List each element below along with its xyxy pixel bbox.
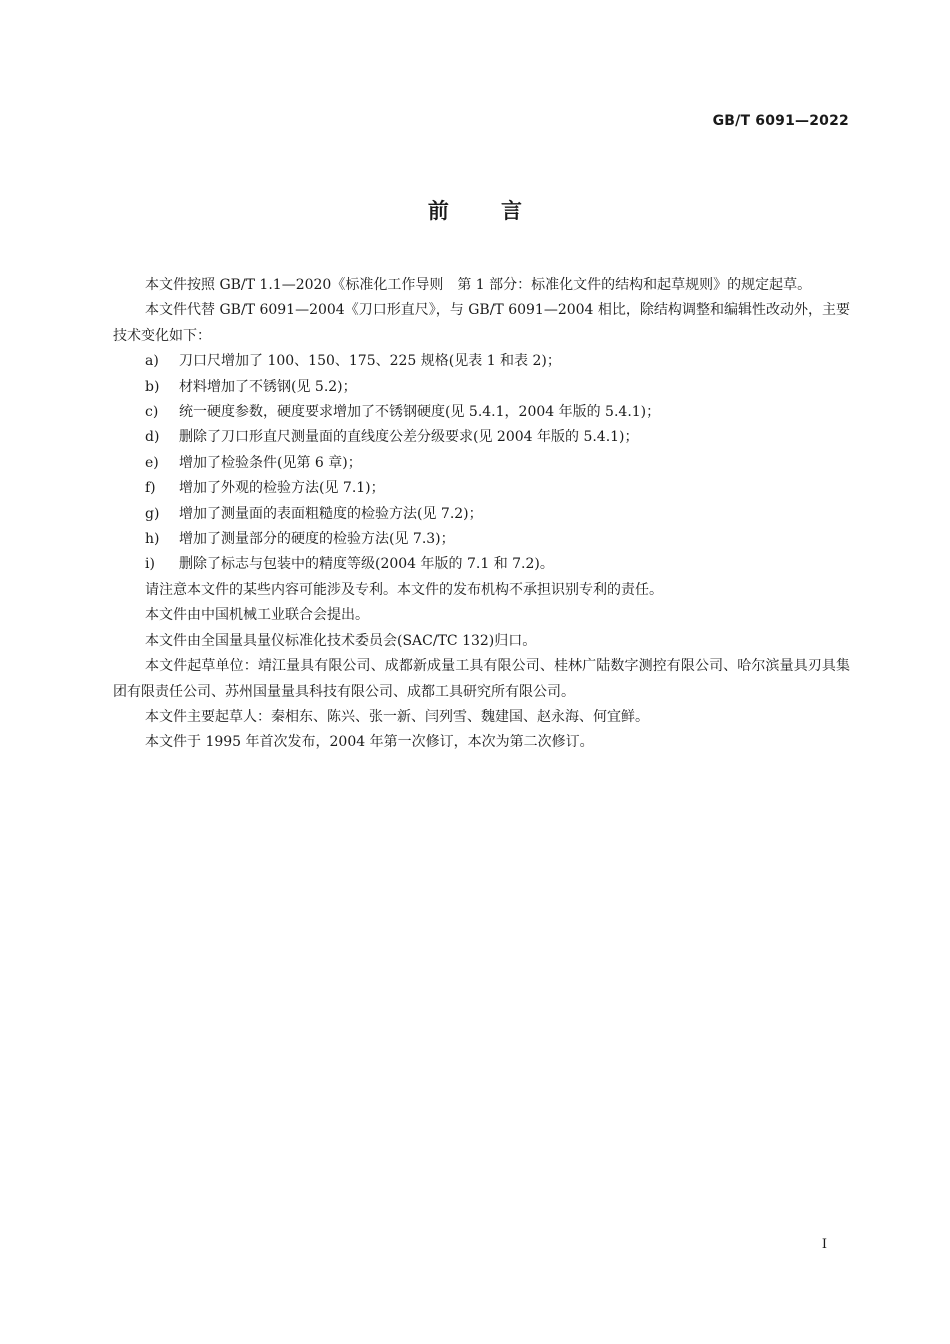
list-marker: d) bbox=[145, 429, 160, 446]
list-item bbox=[113, 349, 850, 374]
list-item-text: 增加了外观的检验方法(见 7.1)； bbox=[179, 480, 385, 497]
list-marker: i) bbox=[145, 556, 155, 573]
list-item-text: 增加了测量面的表面粗糙度的检验方法(见 7.2)； bbox=[179, 505, 483, 522]
paragraph-proposer: 本文件由中国机械工业联合会提出。 bbox=[145, 607, 369, 624]
list-item-text: 删除了刀口形直尺测量面的直线度公差分级要求(见 2004 年版的 5.4.1)； bbox=[179, 429, 639, 446]
changes-list bbox=[113, 349, 850, 578]
list-item-text: 增加了检验条件(见第 6 章)； bbox=[179, 454, 362, 471]
page-title bbox=[0, 195, 950, 225]
list-item-text: 材料增加了不锈钢(见 5.2)； bbox=[179, 378, 357, 395]
title-char-2: 言 bbox=[501, 199, 523, 223]
list-marker: h) bbox=[145, 531, 160, 548]
document-body bbox=[113, 273, 850, 756]
list-item bbox=[113, 400, 850, 425]
list-marker: e) bbox=[145, 454, 159, 471]
list-marker: g) bbox=[145, 505, 160, 522]
page-number: I bbox=[821, 1237, 827, 1252]
paragraph-drafting-units: 本文件起草单位：靖江量具有限公司、成都新成量工具有限公司、桂林广陆数字测控有限公司、哈尔滨量具刃具集团有限责任公司、苏州国量量具科技有限公司、成都工具研究所有限公司。 bbox=[113, 658, 850, 700]
list-item bbox=[113, 451, 850, 476]
list-item bbox=[113, 476, 850, 501]
list-item bbox=[113, 425, 850, 450]
paragraph-drafters: 本文件主要起草人：秦相东、陈兴、张一新、闫列雪、魏建国、赵永海、何宜鲜。 bbox=[145, 708, 649, 725]
list-item-text: 统一硬度参数，硬度要求增加了不锈钢硬度(见 5.4.1，2004 年版的 5.4.1)； bbox=[179, 404, 661, 421]
list-marker: c) bbox=[145, 404, 159, 421]
title-char-1: 前 bbox=[427, 199, 449, 223]
list-item-text: 增加了测量部分的硬度的检验方法(见 7.3)； bbox=[179, 531, 455, 548]
list-marker: a) bbox=[145, 353, 159, 370]
paragraph-committee: 本文件由全国量具量仪标准化技术委员会(SAC/TC 132)归口。 bbox=[145, 632, 537, 649]
list-item bbox=[113, 502, 850, 527]
list-item bbox=[113, 375, 850, 400]
list-item-text: 刀口尺增加了 100、150、175、225 规格(见表 1 和表 2)； bbox=[179, 353, 561, 370]
list-item-text: 删除了标志与包装中的精度等级(2004 年版的 7.1 和 7.2)。 bbox=[179, 556, 554, 573]
list-item bbox=[113, 552, 850, 577]
paragraph-replacement: 本文件代替 GB/T 6091—2004《刀口形直尺》，与 GB/T 6091—2004 相比，除结构调整和编辑性改动外，主要技术变化如下： bbox=[113, 302, 850, 344]
list-marker: b) bbox=[145, 378, 160, 395]
standard-code: GB/T 6091—2022 bbox=[712, 113, 849, 129]
list-marker: f) bbox=[145, 480, 156, 497]
paragraph-drafting-rules: 本文件按照 GB/T 1.1—2020《标准化工作导则 第 1 部分：标准化文件的结构和起草规则》的规定起草。 bbox=[145, 277, 812, 293]
paragraph-history: 本文件于 1995 年首次发布，2004 年第一次修订，本次为第二次修订。 bbox=[145, 734, 594, 751]
paragraph-patent-notice: 请注意本文件的某些内容可能涉及专利。本文件的发布机构不承担识别专利的责任。 bbox=[145, 581, 663, 598]
list-item bbox=[113, 527, 850, 552]
